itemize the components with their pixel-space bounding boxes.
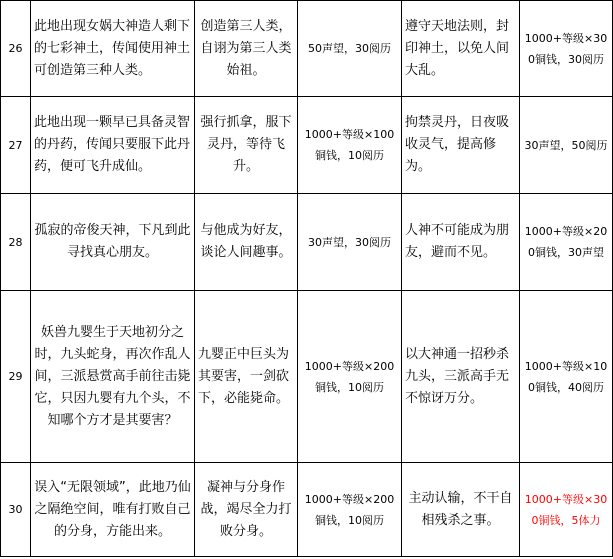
- event-description: 妖兽九婴生于天地初分之时，九头蛇身，再次作乱人间，三派悬赏高手前往击毙它，只因九婴有九个头，不知哪个方才是其要害？: [31, 291, 195, 463]
- option-one: 强行抓拿，服下灵丹，等待飞升。: [195, 97, 298, 194]
- event-description: 误入“无限领域”，此地乃仙之隔绝空间，唯有打败自己的分身，方能出来。: [31, 463, 195, 557]
- option-two-reward: 1000+等级×100铜钱，40阅历: [520, 291, 613, 463]
- option-one: 凝神与分身作战，竭尽全力打败分身。: [195, 463, 298, 557]
- event-description: 此地出现一颗早已具备灵智的丹药，传闻只要服下此丹药，便可飞升成仙。: [31, 97, 195, 194]
- table-row: [1, 463, 613, 557]
- table-row: [1, 194, 613, 291]
- option-one-reward: 30声望，30阅历: [298, 194, 402, 291]
- option-one-reward: 50声望，30阅历: [298, 1, 402, 97]
- option-two: 人神不可能成为朋友，避而不见。: [402, 194, 520, 291]
- option-one-reward: 1000+等级×100铜钱，10阅历: [298, 97, 402, 194]
- event-description: 此地出现女娲大神造人剩下的七彩神土，传闻使用神土可创造第三种人类。: [31, 1, 195, 97]
- option-two: 拘禁灵丹，日夜吸收灵气，提高修为。: [402, 97, 520, 194]
- row-number: 28: [1, 194, 31, 291]
- row-number: 27: [1, 97, 31, 194]
- table-row: [1, 97, 613, 194]
- option-one-reward: 1000+等级×200铜钱，10阅历: [298, 463, 402, 557]
- option-two: 遵守天地法则，封印神土，以免人间大乱。: [402, 1, 520, 97]
- option-one-reward: 1000+等级×200铜钱，10阅历: [298, 291, 402, 463]
- option-one: 创造第三人类，自诩为第三人类始祖。: [195, 1, 298, 97]
- option-two: 主动认输，不干自相残杀之事。: [402, 463, 520, 557]
- row-number: 30: [1, 463, 31, 557]
- row-number: 29: [1, 291, 31, 463]
- table-row: [1, 291, 613, 463]
- option-one: 九婴正中巨头为其要害，一剑砍下，必能毙命。: [195, 291, 298, 463]
- option-two-reward: 30声望，50阅历: [520, 97, 613, 194]
- table-row: [1, 1, 613, 97]
- option-two: 以大神通一招秒杀九头，三派高手无不惊讶万分。: [402, 291, 520, 463]
- option-one: 与他成为好友，谈论人间趣事。: [195, 194, 298, 291]
- row-number: 26: [1, 1, 31, 97]
- event-description: 孤寂的帝俊天神，下凡到此寻找真心朋友。: [31, 194, 195, 291]
- option-two-reward: 1000+等级×300铜钱，5体力: [520, 463, 613, 557]
- option-two-reward: 1000+等级×200铜钱，30声望: [520, 194, 613, 291]
- option-two-reward: 1000+等级×300铜钱，30阅历: [520, 1, 613, 97]
